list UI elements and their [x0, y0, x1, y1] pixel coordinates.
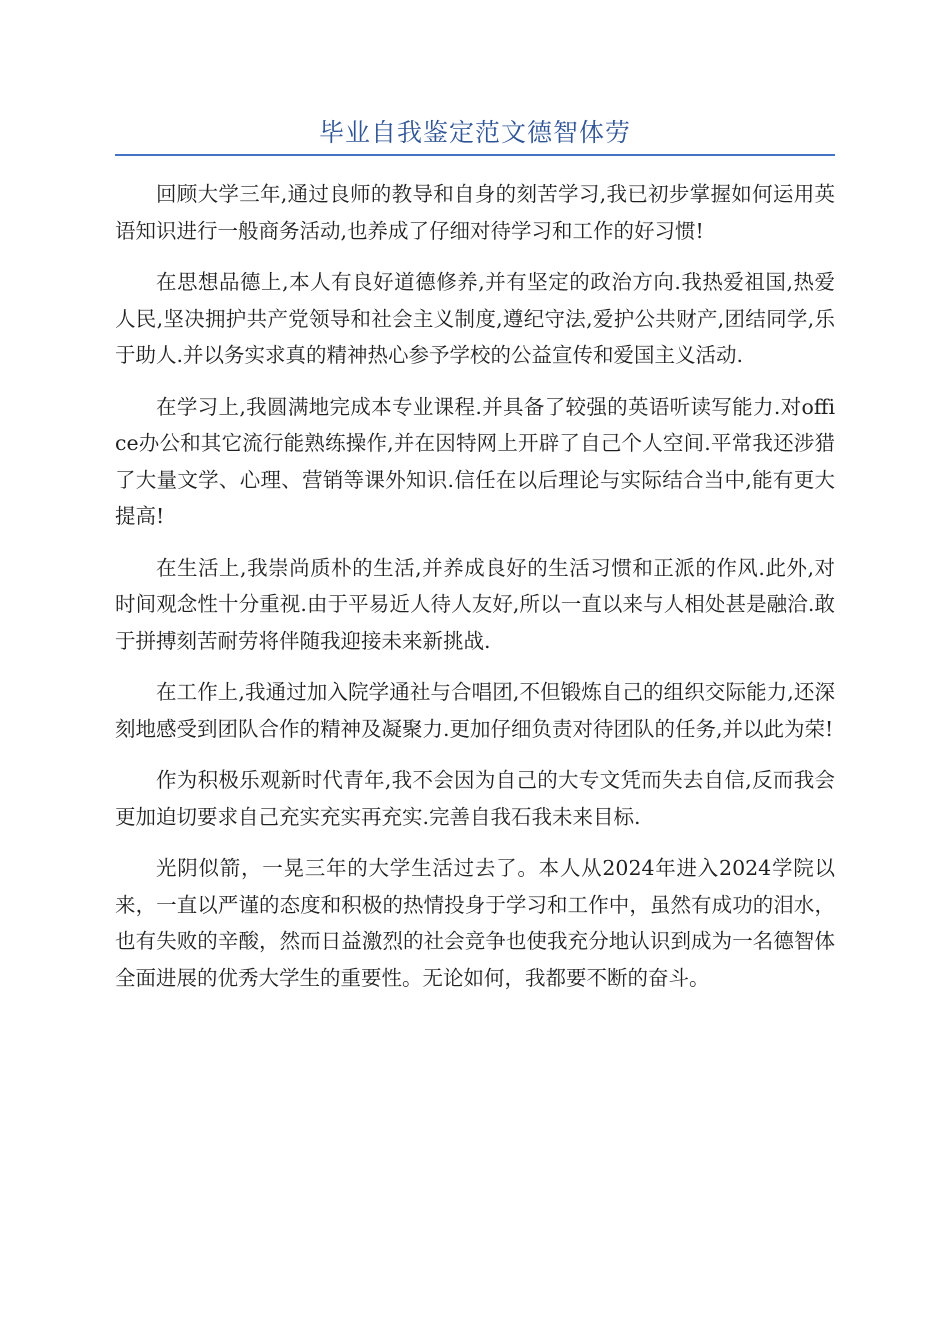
paragraph-summary: 光阴似箭，一晃三年的大学生活过去了。本人从2024年进入2024学院以来，一直以严谨的态度和积极的热情投身于学习和工作中，虽然有成功的泪水，也有失败的辛酸，然而日益激烈的社会竞争也使我充分地认识到成为一名德智体全面进展的优秀大学生的重要性。无论如何，我都要不断的奋斗。 [115, 856, 835, 990]
document-title: 毕业自我鉴定范文德智体劳 [318, 118, 631, 147]
paragraph-morality: 在思想品德上,本人有良好道德修养,并有坚定的政治方向.我热爱祖国,热爱人民,坚决拥护共产党领导和社会主义制度,遵纪守法,爱护公共财产,团结同学,乐于助人.并以务实求真的精神热心参予学校的公益宣传和爱国主义活动. [115, 270, 835, 367]
paragraph-study: 在学习上,我圆满地完成本专业课程.并具备了较强的英语听读写能力.对office办公和其它流行能熟练操作,并在因特网上开辟了自己个人空间.平常我还涉猎了大量文学、心理、营销等课外知识.信任在以后理论与实际结合当中,能有更大提高! [115, 394, 835, 528]
title-underline [115, 154, 835, 156]
paragraph-outlook: 作为积极乐观新时代青年,我不会因为自己的大专文凭而失去自信,反而我会更加迫切要求自己充实充实再充实.完善自我石我未来目标. [115, 768, 835, 829]
document-body [115, 176, 835, 1011]
paragraph-review: 回顾大学三年,通过良师的教导和自身的刻苦学习,我已初步掌握如何运用英语知识进行一般商务活动,也养成了仔细对待学习和工作的好习惯! [115, 182, 835, 243]
paragraph-life: 在生活上,我崇尚质朴的生活,并养成良好的生活习惯和正派的作风.此外,对时间观念性十分重视.由于平易近人待人友好,所以一直以来与人相处甚是融洽.敢于拼搏刻苦耐劳将伴随我迎接未来新挑战. [115, 555, 835, 653]
paragraph-work: 在工作上,我通过加入院学通社与合唱团,不但锻炼自己的组织交际能力,还深刻地感受到团队合作的精神及凝聚力.更加仔细负责对待团队的任务,并以此为荣! [115, 680, 835, 741]
